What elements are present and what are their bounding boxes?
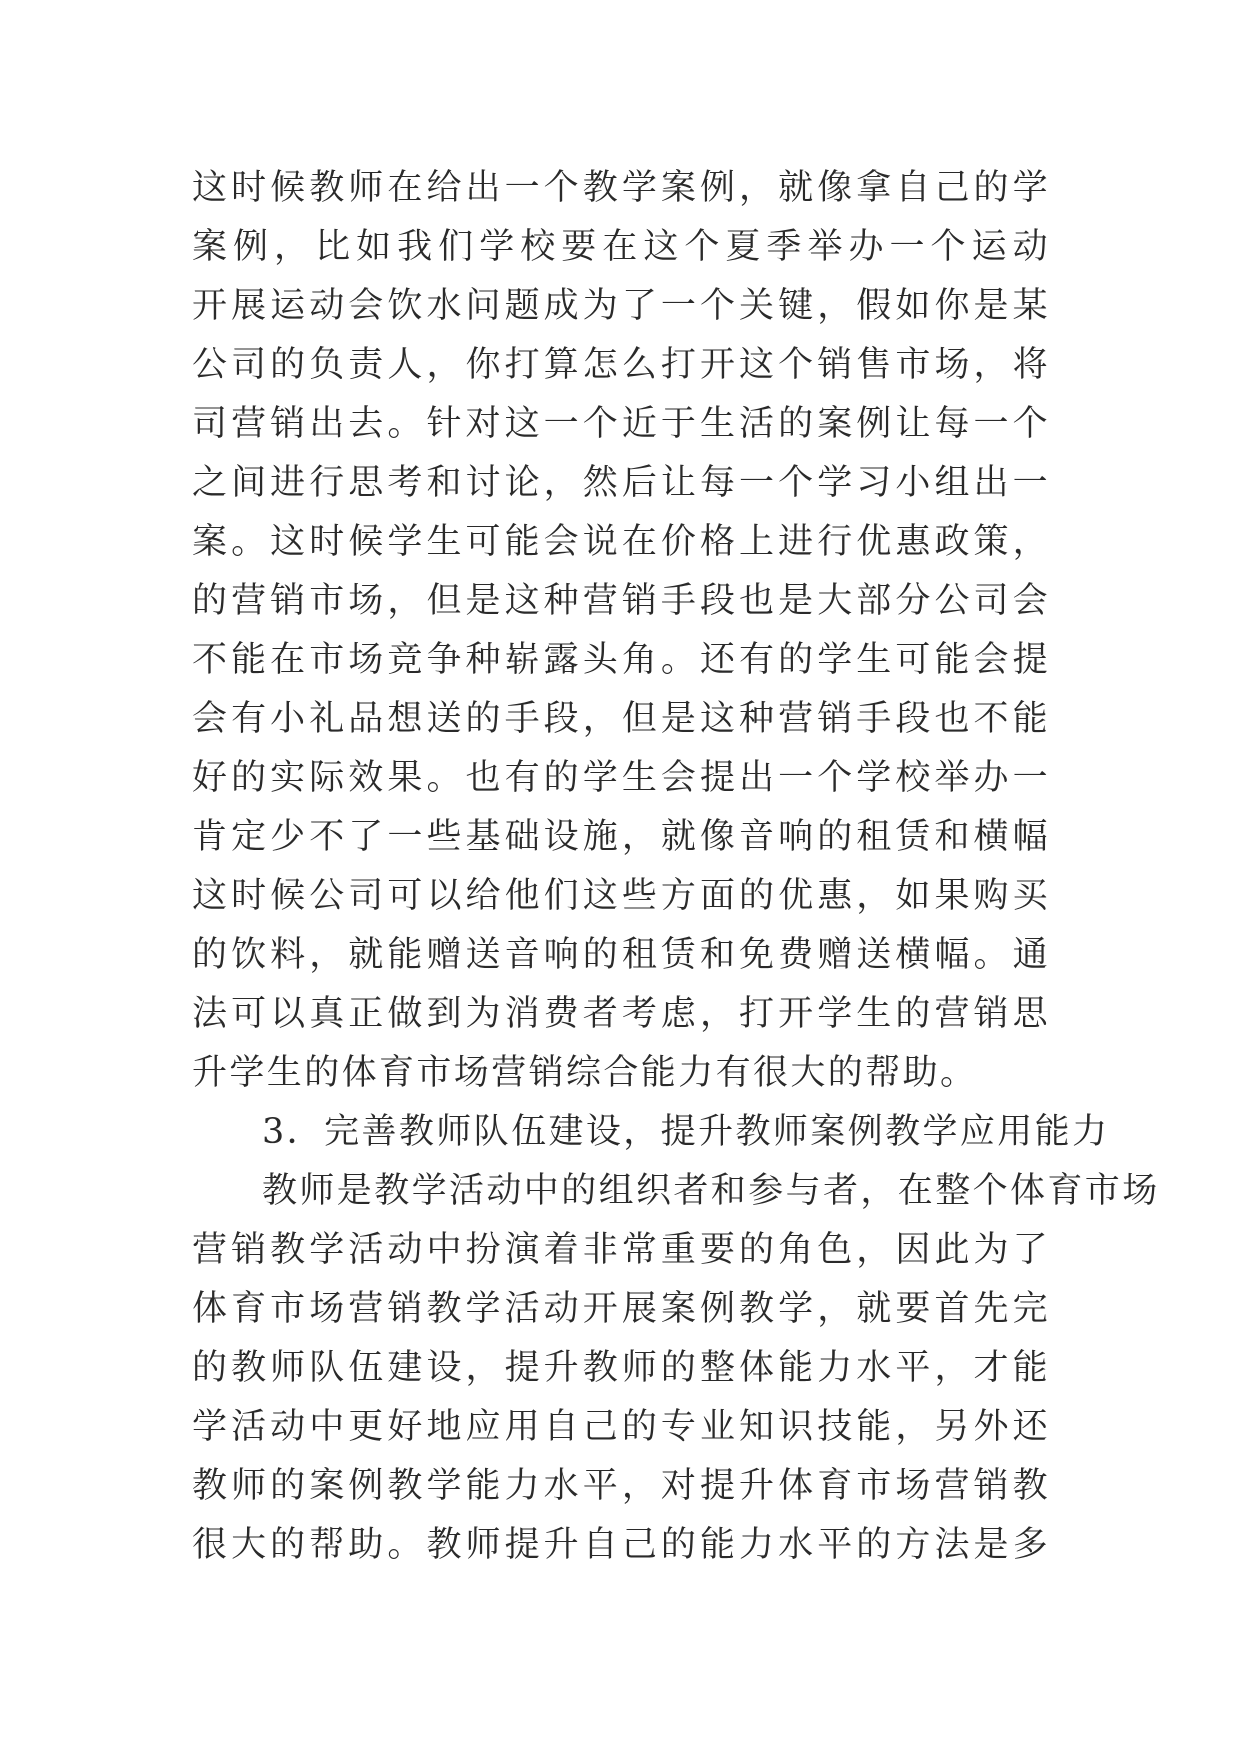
text-line: 升学生的体育市场营销综合能力有很大的帮助。 (192, 1053, 978, 1093)
text-line: 这时候教师在给出一个教学案例，就像拿自己的学 (192, 168, 1050, 208)
section-heading: 3．完善教师队伍建设，提升教师案例教学应用能力 (262, 1112, 1110, 1152)
text-line: 这时候公司可以给他们这些方面的优惠，如果购买 (192, 876, 1050, 916)
text-line: 学活动中更好地应用自己的专业知识技能，另外还 (192, 1407, 1050, 1447)
text-line: 好的实际效果。也有的学生会提出一个学校举办一 (192, 758, 1050, 798)
text-line: 不能在市场竞争种崭露头角。还有的学生可能会提 (192, 640, 1050, 680)
text-line: 的饮料，就能赠送音响的租赁和免费赠送横幅。通 (192, 935, 1050, 975)
text-line: 之间进行思考和讨论，然后让每一个学习小组出一 (192, 463, 1050, 503)
text-line: 公司的负责人，你打算怎么打开这个销售市场，将 (192, 345, 1050, 385)
text-line: 教师是教学活动中的组织者和参与者，在整个体育市场 (262, 1171, 1160, 1211)
text-line: 的教师队伍建设，提升教师的整体能力水平，才能 (192, 1348, 1050, 1388)
text-line: 案。这时候学生可能会说在价格上进行优惠政策， (192, 522, 1050, 562)
text-line: 司营销出去。针对这一个近于生活的案例让每一个 (192, 404, 1050, 444)
text-line: 案例，比如我们学校要在这个夏季举办一个运动 (192, 227, 1050, 267)
text-line: 的营销市场，但是这种营销手段也是大部分公司会 (192, 581, 1050, 621)
text-line: 营销教学活动中扮演着非常重要的角色，因此为了 (192, 1230, 1050, 1270)
text-line: 开展运动会饮水问题成为了一个关键，假如你是某 (192, 286, 1050, 326)
text-line: 体育市场营销教学活动开展案例教学，就要首先完 (192, 1289, 1050, 1329)
text-line: 很大的帮助。教师提升自己的能力水平的方法是多 (192, 1525, 1050, 1565)
text-line: 教师的案例教学能力水平，对提升体育市场营销教 (192, 1466, 1050, 1506)
text-line: 法可以真正做到为消费者考虑，打开学生的营销思 (192, 994, 1050, 1034)
body-text (192, 159, 1160, 1575)
text-line: 会有小礼品想送的手段，但是这种营销手段也不能 (192, 699, 1050, 739)
text-line: 肯定少不了一些基础设施，就像音响的租赁和横幅 (192, 817, 1050, 857)
